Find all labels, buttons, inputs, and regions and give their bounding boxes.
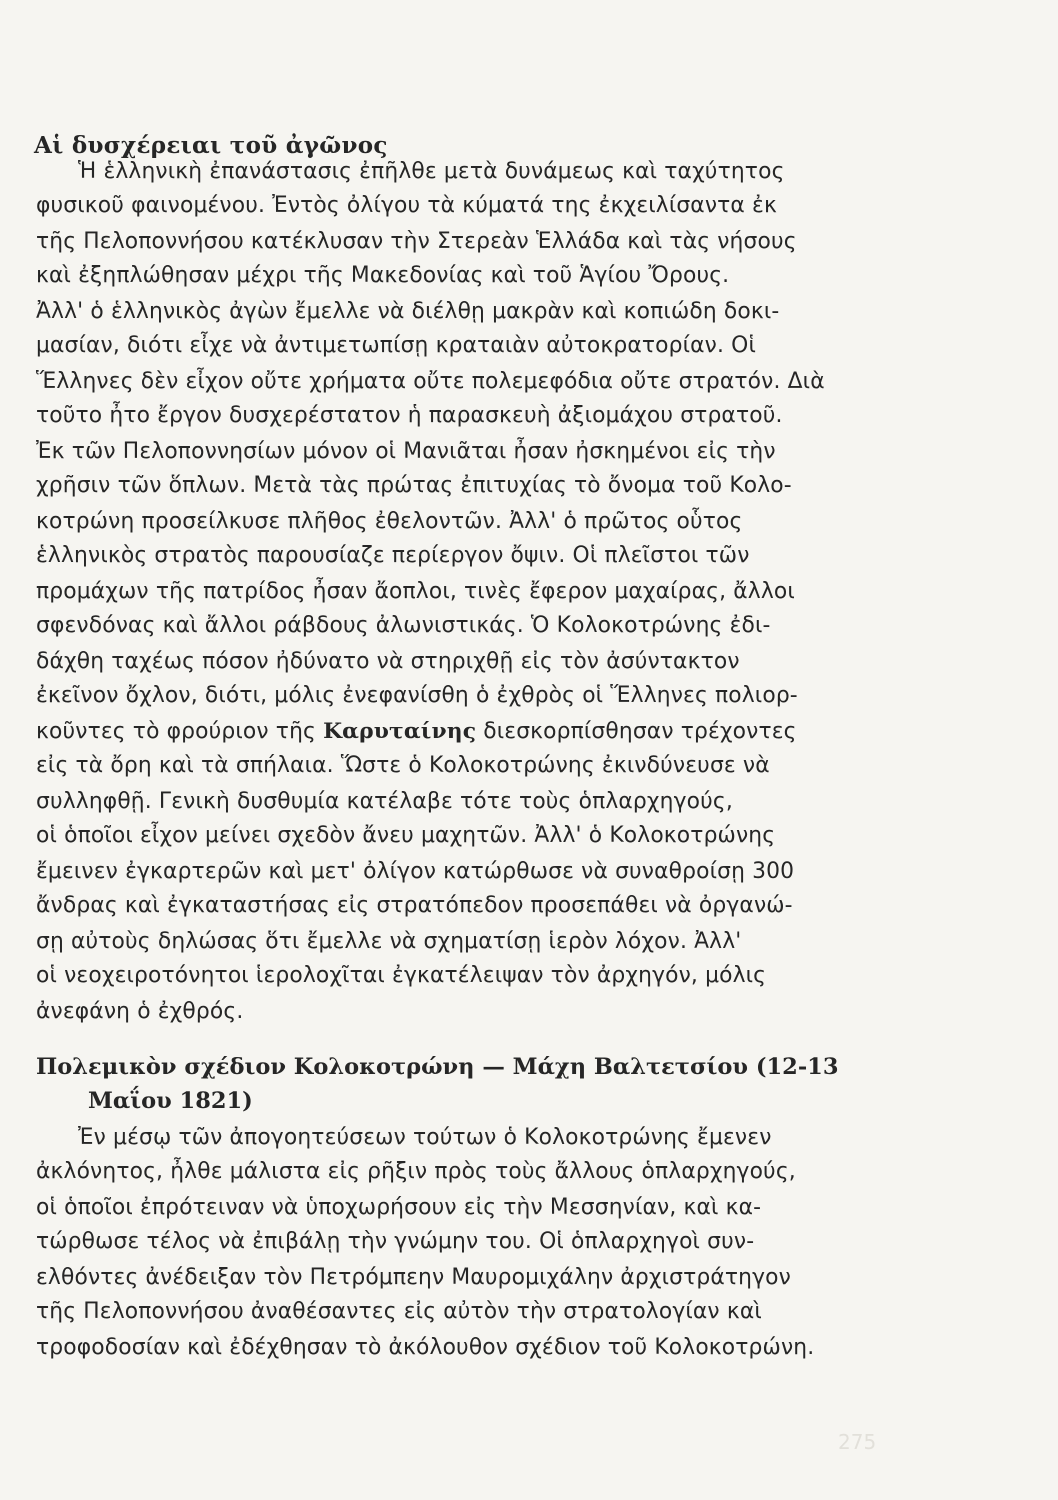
section-heading-war-plan: Πολεμικὸν σχέδιον Κολοκοτρώνη — Μάχη Βαλτετσίου (12-13 (36, 1054, 839, 1080)
paragraph-line: ἔμεινεν ἐγκαρτερῶν καὶ μετ' ὀλίγον κατώρθωσε νὰ συναθροίσῃ 300 (36, 859, 795, 884)
place-name-karytaina: Καρυταίνης (323, 719, 477, 744)
paragraph-line: τώρθωσε τέλος νὰ ἐπιβάλῃ τὴν γνώμην του. Οἱ ὁπλαρχηγοὶ συν- (36, 1229, 755, 1254)
paragraph-line: τοῦτο ἦτο ἔργον δυσχερέστατον ἡ παρασκευὴ ἀξιομάχου στρατοῦ. (36, 403, 783, 428)
paragraph-line: συλληφθῇ. Γενικὴ δυσθυμία κατέλαβε τότε τοὺς ὁπλαρχηγούς, (36, 789, 733, 814)
paragraph-line: οἱ ὁποῖοι εἶχον μείνει σχεδὸν ἄνευ μαχητῶν. Ἀλλ' ὁ Κολοκοτρώνης (36, 823, 776, 848)
paragraph-line: Ἀλλ' ὁ ἑλληνικὸς ἀγὼν ἔμελλε νὰ διέλθῃ μακρὰν καὶ κοπιώδη δοκι- (36, 299, 780, 324)
paragraph-line: δάχθη ταχέως πόσον ἠδύνατο νὰ στηριχθῇ εἰς τὸν ἀσύντακτον (36, 649, 740, 674)
paragraph-line: φυσικοῦ φαινομένου. Ἐντὸς ὀλίγου τὰ κύματά της ἐκχειλίσαντα ἐκ (36, 193, 777, 218)
paragraph-line: χρῆσιν τῶν ὅπλων. Μετὰ τὰς πρώτας ἐπιτυχίας τὸ ὄνομα τοῦ Κολο- (36, 473, 792, 498)
paragraph-line: ἄνδρας καὶ ἐγκαταστήσας εἰς στρατόπεδον προσεπάθει νὰ ὀργανώ- (36, 893, 793, 918)
paragraph-line: Ἐν μέσῳ τῶν ἀπογοητεύσεων τούτων ὁ Κολοκοτρώνης ἔμενεν (78, 1125, 772, 1150)
paragraph-line: Ἡ ἑλληνικὴ ἐπανάστασις ἐπῆλθε μετὰ δυνάμεως καὶ ταχύτητος (78, 159, 785, 184)
section-heading-difficulties: Αἱ δυσχέρειαι τοῦ ἀγῶνος (34, 132, 388, 159)
paragraph-line: κοτρώνη προσείλκυσε πλῆθος ἐθελοντῶν. Ἀλλ' ὁ πρῶτος οὗτος (36, 509, 743, 534)
section-heading-war-plan-cont: Μαΐου 1821) (88, 1088, 253, 1114)
paragraph-line: Ἕλληνες δὲν εἶχον οὔτε χρήματα οὔτε πολεμεφόδια οὔτε στρατόν. Διὰ (36, 369, 825, 394)
paragraph-line: σῃ αὐτοὺς δηλώσας ὅτι ἔμελλε νὰ σχηματίσῃ ἱερὸν λόχον. Ἀλλ' (36, 929, 742, 954)
paragraph-line: οἱ ὁποῖοι ἐπρότειναν νὰ ὑποχωρήσουν εἰς τὴν Μεσσηνίαν, καὶ κα- (36, 1195, 762, 1220)
paragraph-line: τῆς Πελοποννήσου ἀναθέσαντες εἰς αὐτὸν τὴν στρατολογίαν καὶ (36, 1299, 762, 1324)
paragraph-line: καὶ ἐξηπλώθησαν μέχρι τῆς Μακεδονίας καὶ τοῦ Ἁγίου Ὄρους. (36, 263, 730, 288)
line-text: διεσκορπίσθησαν τρέχοντες (483, 719, 797, 744)
paragraph-line: ελθόντες ἀνέδειξαν τὸν Πετρόμπεην Μαυρομιχάλην ἀρχιστράτηγον (36, 1265, 791, 1290)
paragraph-line: ἀνεφάνη ὁ ἐχθρός. (36, 999, 244, 1024)
paragraph-line: ἑλληνικὸς στρατὸς παρουσίαζε περίεργον ὄψιν. Οἱ πλεῖστοι τῶν (36, 543, 750, 568)
paragraph-line: τῆς Πελοποννήσου κατέκλυσαν τὴν Στερεὰν Ἑλλάδα καὶ τὰς νήσους (36, 229, 797, 254)
page-number: 275 (838, 1430, 877, 1454)
paragraph-line: προμάχων τῆς πατρίδος ἦσαν ἄοπλοι, τινὲς ἔφερον μαχαίρας, ἄλλοι (36, 579, 795, 604)
paragraph-line: ἐκεῖνον ὄχλον, διότι, μόλις ἐνεφανίσθη ὁ ἐχθρὸς οἱ Ἕλληνες πολιορ- (36, 683, 798, 708)
paragraph-line: τροφοδοσίαν καὶ ἐδέχθησαν τὸ ἀκόλουθον σχέδιον τοῦ Κολοκοτρώνη. (36, 1335, 815, 1360)
paragraph-line: Ἐκ τῶν Πελοποννησίων μόνον οἱ Μανιᾶται ἦσαν ἠσκημένοι εἰς τὴν (36, 439, 776, 464)
line-text: κοῦντες τὸ φρούριον τῆς (36, 719, 316, 744)
paragraph-line (36, 717, 797, 747)
paragraph-line: οἱ νεοχειροτόνητοι ἱερολοχῖται ἐγκατέλειψαν τὸν ἀρχηγόν, μόλις (36, 963, 767, 988)
paragraph-line: εἰς τὰ ὄρη καὶ τὰ σπήλαια. Ὥστε ὁ Κολοκοτρώνης ἐκινδύνευσε νὰ (36, 753, 770, 778)
paragraph-line: μασίαν, διότι εἶχε νὰ ἀντιμετωπίσῃ κραταιὰν αὐτοκρατορίαν. Οἱ (36, 333, 756, 358)
paragraph-line: ἀκλόνητος, ἦλθε μάλιστα εἰς ρῆξιν πρὸς τοὺς ἄλλους ὁπλαρχηγούς, (36, 1159, 796, 1184)
paragraph-line: σφενδόνας καὶ ἄλλοι ράβδους ἀλωνιστικάς. Ὁ Κολοκοτρώνης ἐδι- (36, 613, 771, 638)
